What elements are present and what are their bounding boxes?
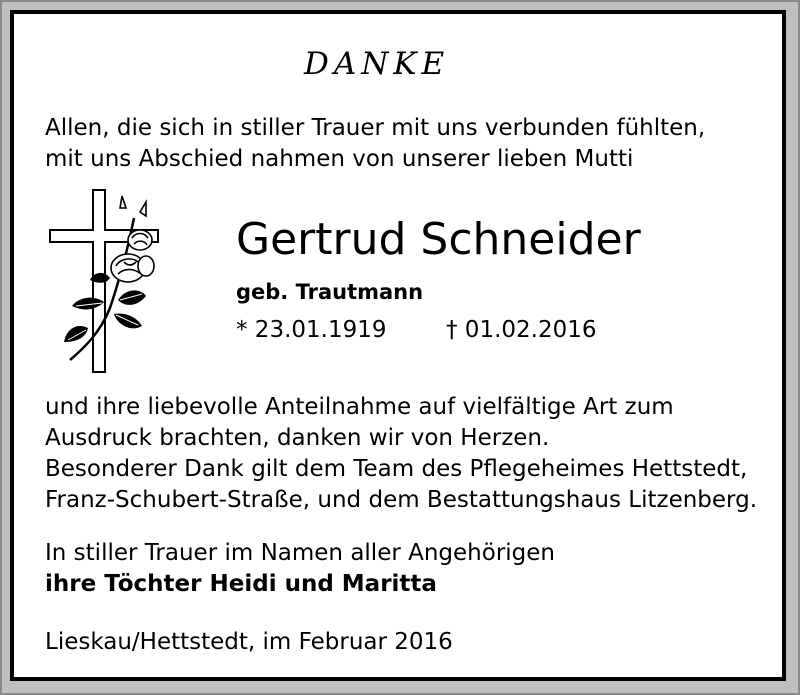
cross-with-rose-icon xyxy=(48,188,160,374)
birth-date: * 23.01.1919 xyxy=(236,317,387,343)
signature xyxy=(45,538,555,600)
thanks-line: Franz-Schubert-Straße, und dem Bestattungshaus Litzenberg. xyxy=(45,487,758,513)
death-date: † 01.02.2016 xyxy=(446,317,597,343)
thanks-text xyxy=(45,392,757,516)
place-date: Lieskau/Hettstedt, im Februar 2016 xyxy=(45,629,453,655)
intro-line: Allen, die sich in stiller Trauer mit uns verbunden fühlten, xyxy=(45,115,706,141)
heading: DANKE xyxy=(304,46,450,82)
deceased-name: Gertrud Schneider xyxy=(236,214,641,265)
thanks-line: Besonderer Dank gilt dem Team des Pflegeheimes Hettstedt, xyxy=(45,456,748,482)
thanks-line: Ausdruck brachten, danken wir von Herzen. xyxy=(45,425,550,451)
maiden-name: geb. Trautmann xyxy=(236,280,424,304)
signature-line: In stiller Trauer im Namen aller Angehörigen xyxy=(45,540,555,566)
intro-line: mit uns Abschied nahmen von unserer lieben Mutti xyxy=(45,146,634,172)
intro-text xyxy=(45,113,705,175)
thanks-line: und ihre liebevolle Anteilnahme auf vielfältige Art zum xyxy=(45,394,674,420)
signature-names: ihre Töchter Heidi und Maritta xyxy=(45,571,437,597)
